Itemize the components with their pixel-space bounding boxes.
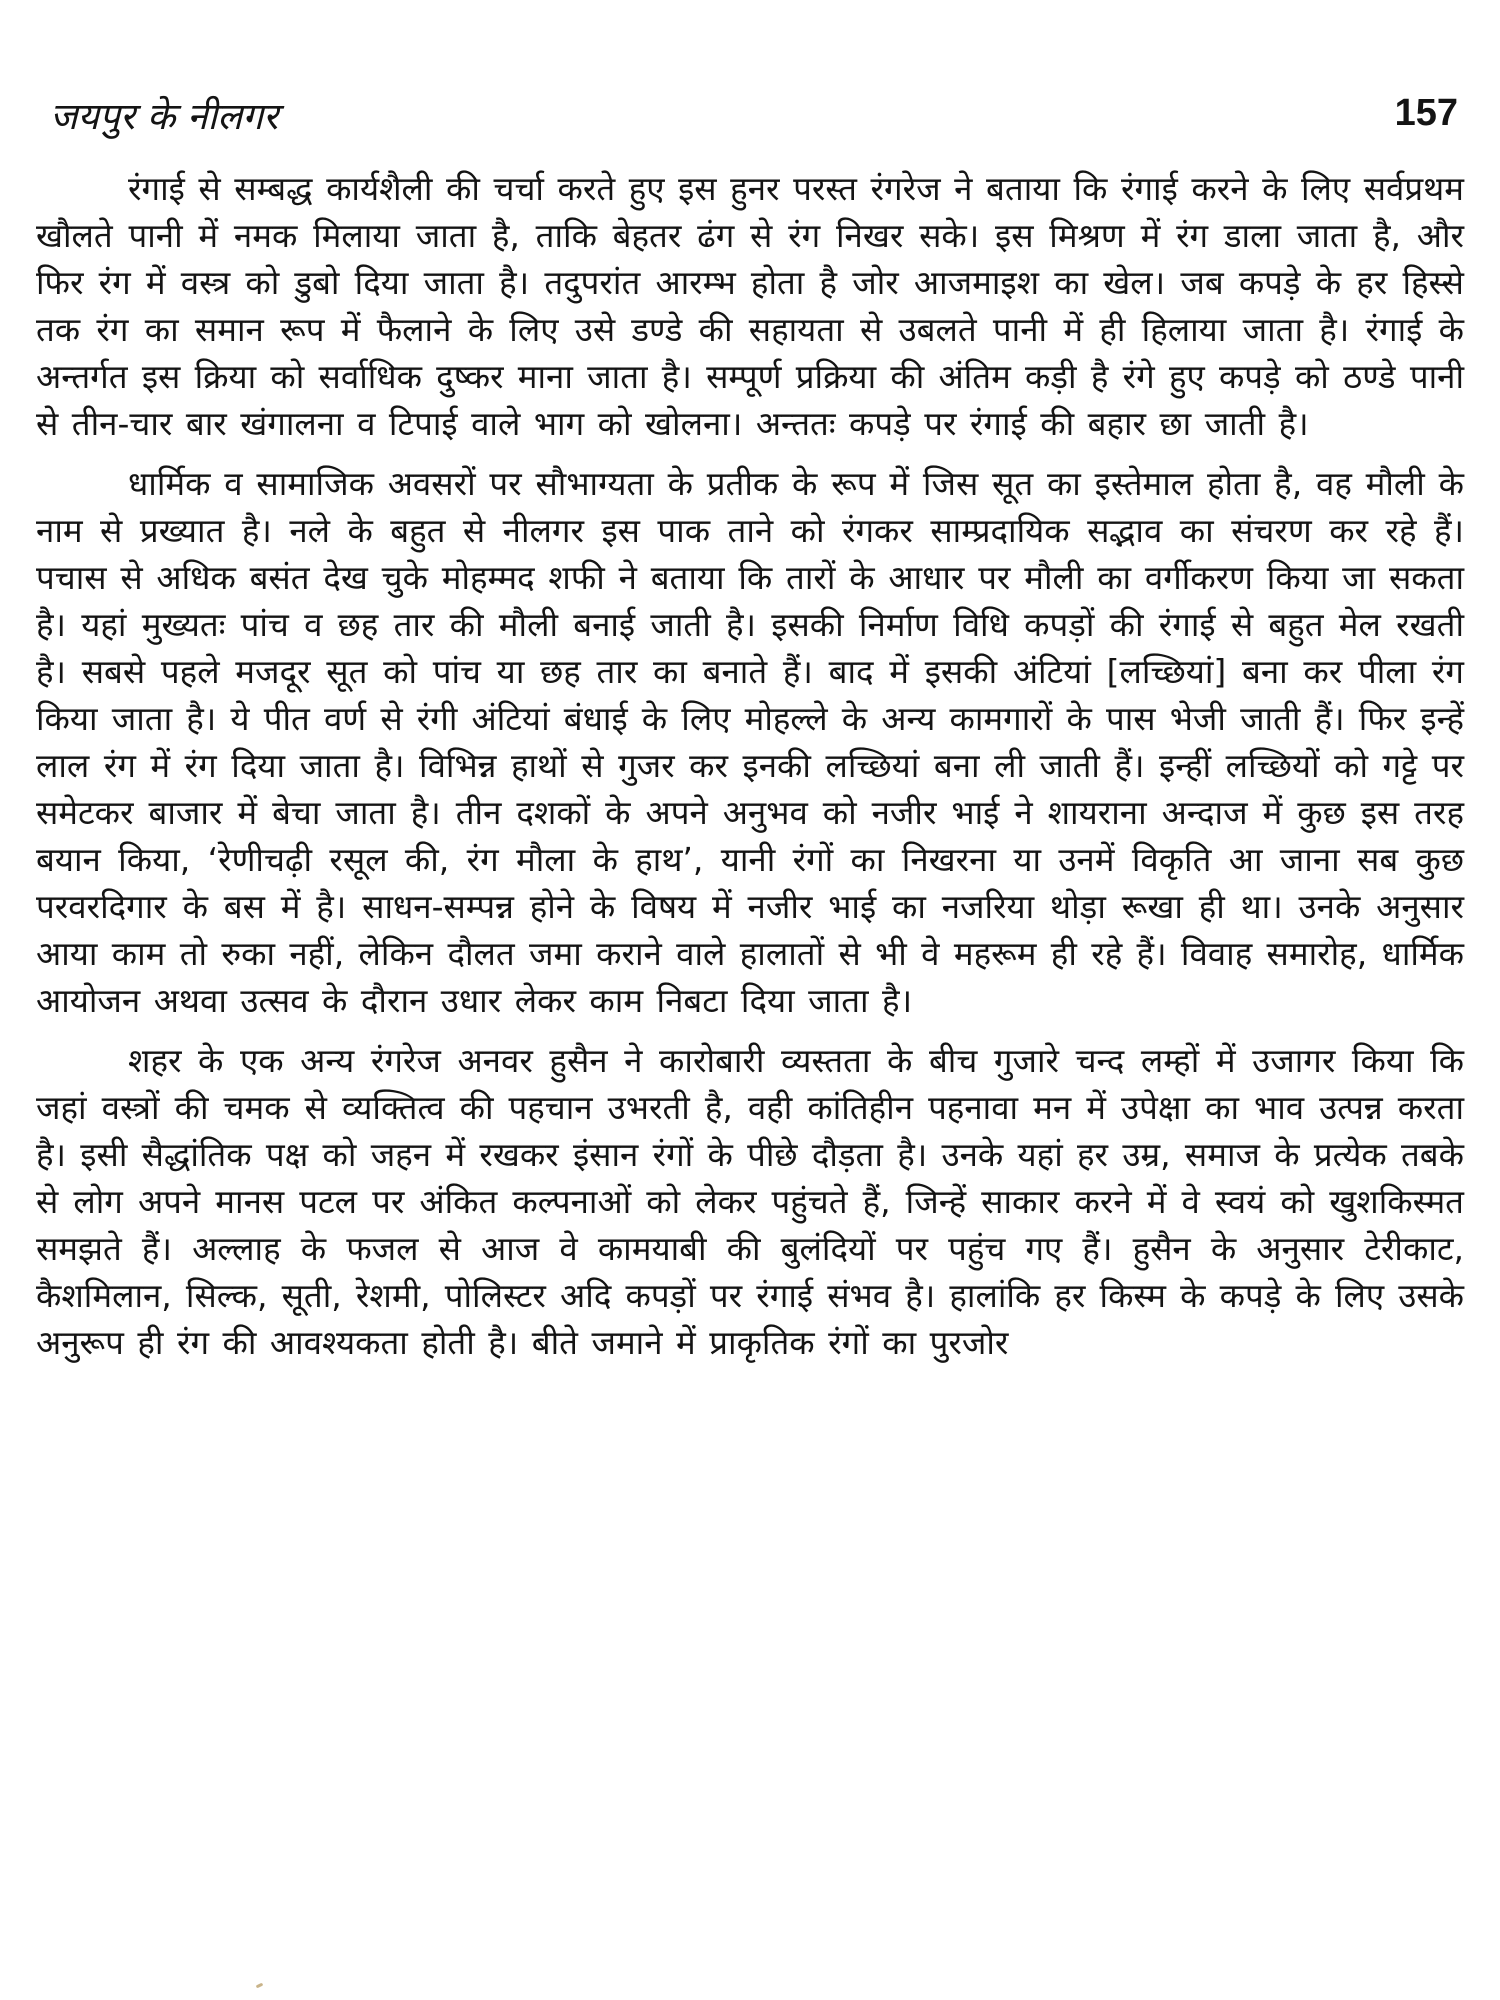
body-text [36,165,1464,1366]
paragraph-anwar-hussain: शहर के एक अन्य रंगरेज अनवर हुसैन ने कारोबारी व्यस्तता के बीच गुजारे चन्द लम्हों में उजागर किया कि जहां वस्त्रों की चमक से व्यक्तित्व की पहचान उभरती है, वही कांतिहीन पहनावा मन में उपेक्षा का भाव उत्पन्न करता है। इसी सैद्धांतिक पक्ष को जहन में रखकर इंसान रंगों के पीछे दौड़ता है। उनके यहां हर उम्र, समाज के प्रत्येक तबके से लोग अपने मानस पटल पर अंकित कल्पनाओं को लेकर पहुंचते हैं, जिन्हें साकार करने में वे स्वयं को खुशकिस्मत समझते हैं। अल्लाह के फजल से आज वे कामयाबी की बुलंदियों पर पहुंच गए हैं। हुसैन के अनुसार टेरीकाट, कैशमिलान, सिल्क, सूती, रेशमी, पोलिस्टर अदि कपड़ों पर रंगाई संभव है। हालांकि हर किस्म के कपड़े के लिए उसके अनुरूप ही रंग की आवश्यकता होती है। बीते जमाने में प्राकृतिक रंगों का पुरजोर [36,1041,1464,1362]
page-number: 157 [1394,92,1458,134]
paragraph-dyeing-process: रंगाई से सम्बद्ध कार्यशैली की चर्चा करते हुए इस हुनर परस्त रंगरेज ने बताया कि रंगाई करने के लिए सर्वप्रथम खौलते पानी में नमक मिलाया जाता है, ताकि बेहतर ढंग से रंग निखर सके। इस मिश्रण में रंग डाला जाता है, और फिर रंग में वस्त्र को डुबो दिया जाता है। तदुपरांत आरम्भ होता है जोर आजमाइश का खेल। जब कपड़े के हर हिस्से तक रंग का समान रूप में फैलाने के लिए उसे डण्डे की सहायता से उबलते पानी में ही हिलाया जाता है। रंगाई के अन्तर्गत इस क्रिया को सर्वाधिक दुष्कर माना जाता है। सम्पूर्ण प्रक्रिया की अंतिम कड़ी है रंगे हुए कपड़े को ठण्डे पानी से तीन-चार बार खंगालना व टिपाई वाले भाग को खोलना। अन्ततः कपड़े पर रंगाई की बहार छा जाती है। [36,169,1464,443]
paragraph-mauli-thread: धार्मिक व सामाजिक अवसरों पर सौभाग्यता के प्रतीक के रूप में जिस सूत का इस्तेमाल होता है, वह मौली के नाम से प्रख्यात है। नले के बहुत से नीलगर इस पाक ताने को रंगकर साम्प्रदायिक सद्भाव का संचरण कर रहे हैं। पचास से अधिक बसंत देख चुके मोहम्मद शफी ने बताया कि तारों के आधार पर मौली का वर्गीकरण किया जा सकता है। यहां मुख्यतः पांच व छह तार की मौली बनाई जाती है। इसकी निर्माण विधि कपड़ों की रंगाई से बहुत मेल रखती है। सबसे पहले मजदूर सूत को पांच या छह तार का बनाते हैं। बाद में इसकी अंटियां [लच्छियां] बना कर पीला रंग किया जाता है। ये पीत वर्ण से रंगी अंटियां बंधाई के लिए मोहल्ले के अन्य कामगारों के पास भेजी जाती हैं। फिर इन्हें लाल रंग में रंग दिया जाता है। विभिन्न हाथों से गुजर कर इनकी लच्छियां बना ली जाती हैं। इन्हीं लच्छियों को गट्टे पर समेटकर बाजार में बेचा जाता है। तीन दशकों के अपने अनुभव को नजीर भाई ने शायराना अन्दाज में कुछ इस तरह बयान किया, ‘रेणीचढ़ी रसूल की, रंग मौला के हाथ’, यानी रंगों का निखरना या उनमें विकृति आ जाना सब कुछ परवरदिगार के बस में है। साधन-सम्पन्न होने के विषय में नजीर भाई का नजरिया थोड़ा रूखा ही था। उनके अनुसार आया काम तो रुका नहीं, लेकिन दौलत जमा कराने वाले हालातों से भी वे महरूम ही रहे हैं। विवाह समारोह, धार्मिक आयोजन अथवा उत्सव के दौरान उधार लेकर काम निबटा दिया जाता है। [36,464,1464,1020]
running-title: जयपुर के नीलगर [50,95,279,138]
page-header [36,92,1464,165]
